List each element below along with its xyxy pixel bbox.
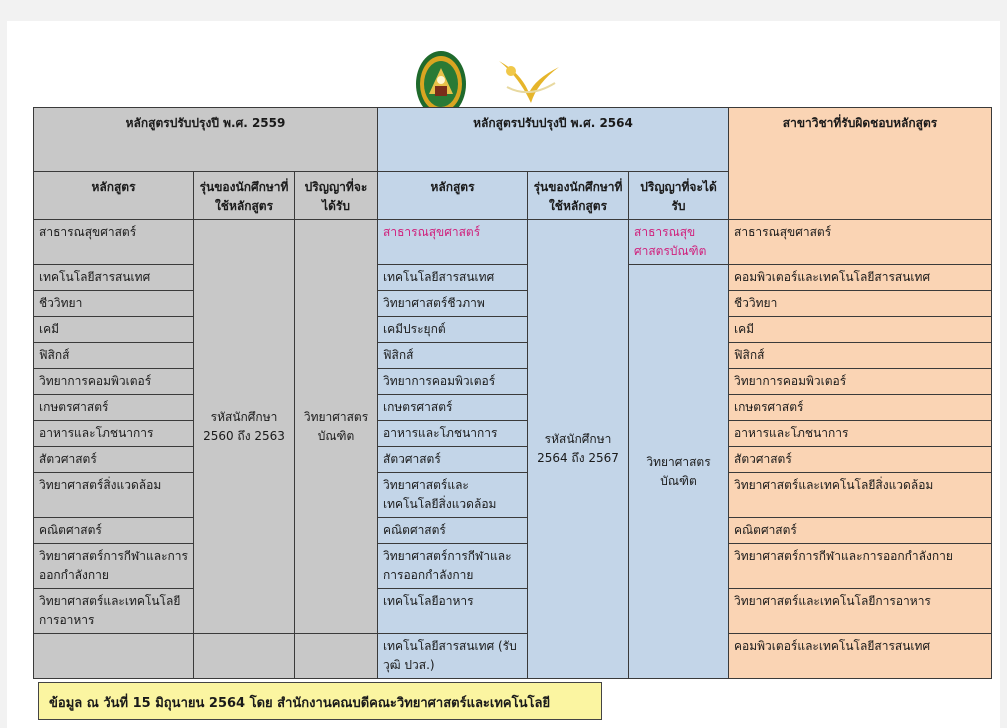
col-header-new-cohort: รุ่นของนักศึกษาที่ใช้หลักสูตร	[528, 172, 629, 220]
department-cell: วิทยาการคอมพิวเตอร์	[729, 369, 992, 395]
new-degree-cell-public-health: สาธารณสุขศาสตรบัณฑิต	[629, 220, 729, 265]
new-program-cell: สัตวศาสตร์	[378, 447, 528, 473]
department-cell: วิทยาศาสตร์และเทคโนโลยีการอาหาร	[729, 589, 992, 634]
new-program-cell: เคมีประยุกต์	[378, 317, 528, 343]
table-row	[34, 634, 992, 679]
new-program-cell: ฟิสิกส์	[378, 343, 528, 369]
new-program-cell: วิทยาศาสตร์และเทคโนโลยีสิ่งแวดล้อม	[378, 473, 528, 518]
table-row	[34, 421, 992, 447]
new-program-cell: เทคโนโลยีสารสนเทศ (รับวุฒิ ปวส.)	[378, 634, 528, 679]
new-program-cell: วิทยาศาสตร์ชีวภาพ	[378, 291, 528, 317]
footer-note: ข้อมูล ณ วันที่ 15 มิถุนายน 2564 โดย สำนักงานคณบดีคณะวิทยาศาสตร์และเทคโนโลยี	[38, 682, 602, 720]
old-program-cell: วิทยาศาสตร์การกีฬาและการออกกำลังกาย	[34, 544, 194, 589]
department-cell: อาหารและโภชนาการ	[729, 421, 992, 447]
table-row	[34, 317, 992, 343]
table-row	[34, 291, 992, 317]
header-new-curriculum: หลักสูตรปรับปรุงปี พ.ศ. 2564	[378, 108, 729, 172]
new-program-cell: สาธารณสุขศาสตร์	[378, 220, 528, 265]
department-cell: วิทยาศาสตร์และเทคโนโลยีสิ่งแวดล้อม	[729, 473, 992, 518]
department-cell: เคมี	[729, 317, 992, 343]
department-cell: คอมพิวเตอร์และเทคโนโลยีสารสนเทศ	[729, 634, 992, 679]
new-program-cell: วิทยาการคอมพิวเตอร์	[378, 369, 528, 395]
table-row	[34, 447, 992, 473]
old-program-cell: วิทยาศาสตร์และเทคโนโลยีการอาหาร	[34, 589, 194, 634]
new-program-cell: เทคโนโลยีอาหาร	[378, 589, 528, 634]
old-program-cell: เทคโนโลยีสารสนเทศ	[34, 265, 194, 291]
department-cell: เกษตรศาสตร์	[729, 395, 992, 421]
old-program-cell: เกษตรศาสตร์	[34, 395, 194, 421]
table-row	[34, 544, 992, 589]
table-row	[34, 473, 992, 518]
department-cell: สัตวศาสตร์	[729, 447, 992, 473]
curriculum-table	[33, 107, 992, 679]
table-row	[34, 518, 992, 544]
department-cell: คอมพิวเตอร์และเทคโนโลยีสารสนเทศ	[729, 265, 992, 291]
new-program-cell: วิทยาศาสตร์การกีฬาและการออกกำลังกาย	[378, 544, 528, 589]
col-header-old-program: หลักสูตร	[34, 172, 194, 220]
table-row	[34, 395, 992, 421]
col-header-new-degree: ปริญญาที่จะได้รับ	[629, 172, 729, 220]
department-cell: สาธารณสุขศาสตร์	[729, 220, 992, 265]
old-program-cell: อาหารและโภชนาการ	[34, 421, 194, 447]
old-program-cell: วิทยาการคอมพิวเตอร์	[34, 369, 194, 395]
header-department: สาขาวิชาที่รับผิดชอบหลักสูตร	[729, 108, 992, 220]
old-program-cell: วิทยาศาสตร์สิ่งแวดล้อม	[34, 473, 194, 518]
table-row	[34, 343, 992, 369]
department-cell: วิทยาศาสตร์การกีฬาและการออกกำลังกาย	[729, 544, 992, 589]
department-cell: ฟิสิกส์	[729, 343, 992, 369]
header-old-curriculum: หลักสูตรปรับปรุงปี พ.ศ. 2559	[34, 108, 378, 172]
old-degree-cell: วิทยาศาสตรบัณฑิต	[295, 220, 378, 634]
department-cell: ชีววิทยา	[729, 291, 992, 317]
table-row	[34, 220, 992, 265]
old-program-cell	[34, 634, 194, 679]
new-program-cell: เกษตรศาสตร์	[378, 395, 528, 421]
new-cohort-cell: รหัสนักศึกษา 2564 ถึง 2567	[528, 220, 629, 679]
old-degree-empty-cell	[295, 634, 378, 679]
old-program-cell: เคมี	[34, 317, 194, 343]
old-program-cell: ฟิสิกส์	[34, 343, 194, 369]
new-program-cell: อาหารและโภชนาการ	[378, 421, 528, 447]
old-program-cell: สาธารณสุขศาสตร์	[34, 220, 194, 265]
table-row	[34, 589, 992, 634]
col-header-old-degree: ปริญญาที่จะได้รับ	[295, 172, 378, 220]
new-degree-cell-science: วิทยาศาสตรบัณฑิต	[629, 265, 729, 679]
table-row	[34, 265, 992, 291]
old-program-cell: คณิตศาสตร์	[34, 518, 194, 544]
new-program-cell: คณิตศาสตร์	[378, 518, 528, 544]
old-cohort-empty-cell	[194, 634, 295, 679]
new-program-cell: เทคโนโลยีสารสนเทศ	[378, 265, 528, 291]
old-program-cell: ชีววิทยา	[34, 291, 194, 317]
old-cohort-cell: รหัสนักศึกษา 2560 ถึง 2563	[194, 220, 295, 634]
table-row	[34, 369, 992, 395]
col-header-old-cohort: รุ่นของนักศึกษาที่ใช้หลักสูตร	[194, 172, 295, 220]
col-header-new-program: หลักสูตร	[378, 172, 528, 220]
department-cell: คณิตศาสตร์	[729, 518, 992, 544]
old-program-cell: สัตวศาสตร์	[34, 447, 194, 473]
